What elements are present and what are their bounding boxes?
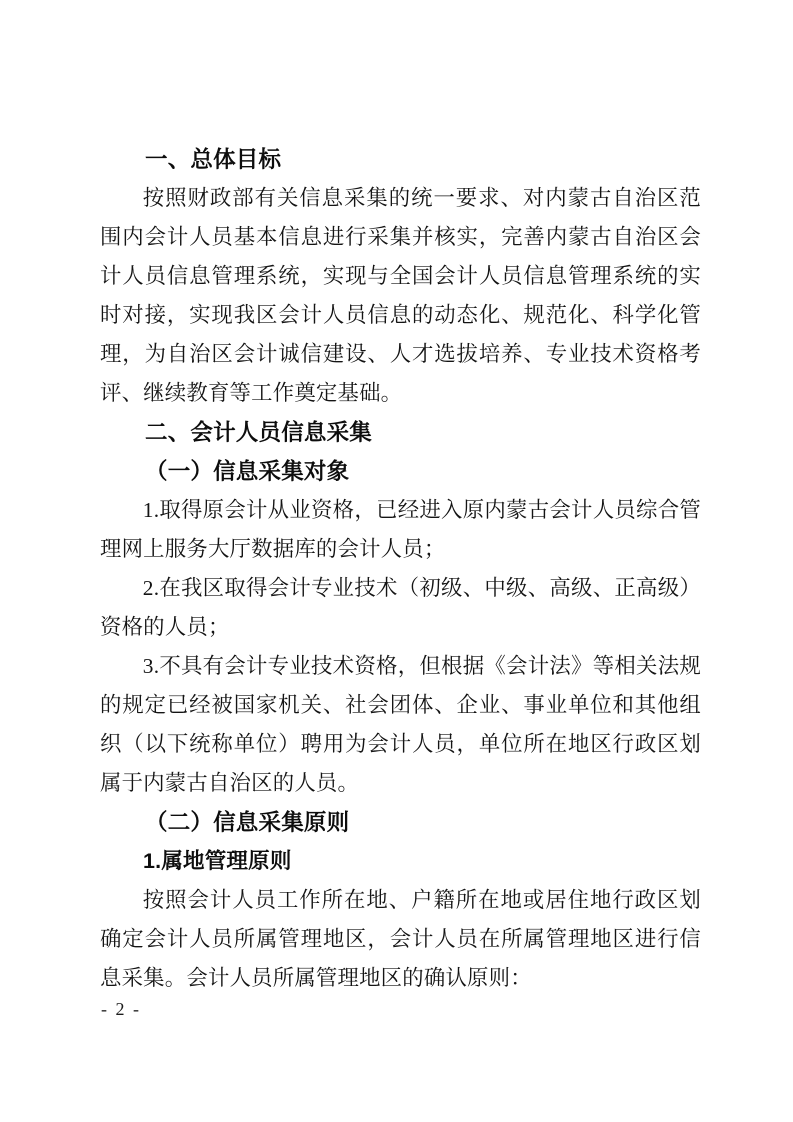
heading-1: 一、总体目标 <box>145 147 282 172</box>
paragraph: 3.不具有会计专业技术资格，但根据《会计法》等相关法规的规定已经被国家机关、社会团体、企业、事业单位和其他组织（以下统称单位）聘用为会计人员，单位所在地区行政区划属于内蒙古自治区的人员。 <box>100 654 701 795</box>
heading-2: （一）信息采集对象 <box>145 459 350 484</box>
heading-3: 1.属地管理原则 <box>143 849 292 873</box>
paragraph: 按照会计人员工作所在地、户籍所在地或居住地行政区划确定会计人员所属管理地区，会计人员在所属管理地区进行信息采集。会计人员所属管理地区的确认原则： <box>100 888 701 990</box>
heading-1: 二、会计人员信息采集 <box>145 420 373 445</box>
heading-2: （二）信息采集原则 <box>145 810 350 835</box>
paragraph: 2.在我区取得会计专业技术（初级、中级、高级、正高级）资格的人员； <box>100 576 701 639</box>
paragraph: 按照财政部有关信息采集的统一要求、对内蒙古自治区范围内会计人员基本信息进行采集并核实，完善内蒙古自治区会计人员信息管理系统，实现与全国会计人员信息管理系统的实时对接，实现我区会计人员信息的动态化、规范化、科学化管理，为自治区会计诚信建设、人才选拔培养、专业技术资格考评、继续教育等工作奠定基础。 <box>100 186 701 405</box>
paragraph: 1.取得原会计从业资格，已经进入原内蒙古会计人员综合管理网上服务大厅数据库的会计人员； <box>100 498 701 561</box>
document-content <box>100 140 701 998</box>
page-number: - 2 - <box>101 999 141 1019</box>
